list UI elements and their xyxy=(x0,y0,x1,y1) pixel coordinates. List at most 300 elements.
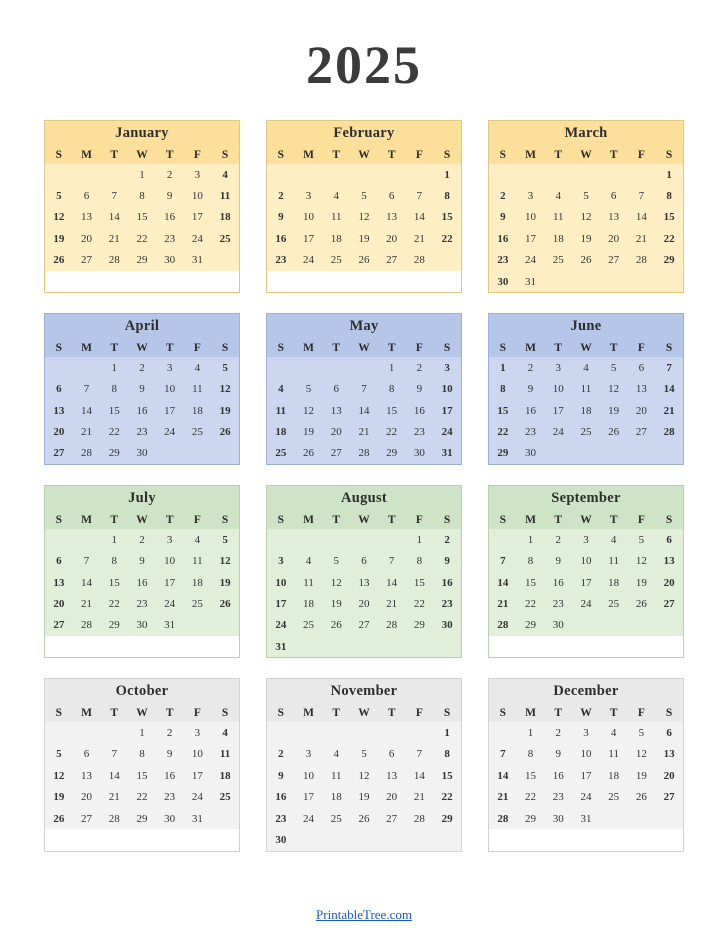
weekday-header: S xyxy=(433,704,461,722)
weekday-header: T xyxy=(322,146,350,164)
day-cell: 7 xyxy=(100,185,128,206)
day-cell: 27 xyxy=(628,421,656,442)
day-cell-empty xyxy=(489,722,517,743)
day-cell: 8 xyxy=(517,551,545,572)
weekday-header: W xyxy=(350,704,378,722)
day-cell: 20 xyxy=(628,400,656,421)
day-cell: 21 xyxy=(406,787,434,808)
weekday-header: S xyxy=(45,704,73,722)
day-cell: 1 xyxy=(378,357,406,378)
week-row xyxy=(489,744,683,765)
day-cell: 6 xyxy=(45,551,73,572)
day-cell-empty xyxy=(295,636,323,657)
month-card xyxy=(488,313,684,465)
day-cell: 30 xyxy=(489,271,517,292)
day-cell: 1 xyxy=(100,357,128,378)
day-cell: 23 xyxy=(433,593,461,614)
day-cell: 27 xyxy=(378,808,406,829)
month-card xyxy=(266,120,462,293)
day-cell: 13 xyxy=(73,765,101,786)
day-cell-empty xyxy=(406,636,434,657)
day-cell-empty xyxy=(73,357,101,378)
week-row xyxy=(45,164,239,185)
day-cell: 9 xyxy=(544,744,572,765)
week-row xyxy=(489,615,683,636)
day-cell-empty xyxy=(100,722,128,743)
day-cell: 21 xyxy=(73,593,101,614)
day-cell: 28 xyxy=(350,443,378,464)
day-cell: 13 xyxy=(628,379,656,400)
weekday-header: T xyxy=(156,146,184,164)
week-row xyxy=(267,615,461,636)
day-cell: 14 xyxy=(628,207,656,228)
day-cell: 5 xyxy=(350,185,378,206)
day-cell: 31 xyxy=(433,443,461,464)
weekday-header: S xyxy=(211,146,239,164)
weekday-header: T xyxy=(544,146,572,164)
day-cell: 5 xyxy=(322,551,350,572)
day-cell: 22 xyxy=(100,593,128,614)
week-row xyxy=(267,636,461,657)
day-cell-empty xyxy=(655,271,683,292)
month-card xyxy=(266,313,462,465)
day-cell: 22 xyxy=(128,228,156,249)
month-table xyxy=(45,339,239,464)
weekday-header: T xyxy=(378,511,406,529)
day-cell: 6 xyxy=(378,744,406,765)
weekday-header: S xyxy=(655,511,683,529)
day-cell: 17 xyxy=(572,572,600,593)
day-cell: 26 xyxy=(350,250,378,271)
day-cell-empty xyxy=(267,722,295,743)
day-cell: 29 xyxy=(128,250,156,271)
day-cell: 5 xyxy=(295,379,323,400)
day-cell: 13 xyxy=(378,207,406,228)
day-cell-empty xyxy=(600,271,628,292)
day-cell: 17 xyxy=(544,400,572,421)
day-cell: 3 xyxy=(295,185,323,206)
day-cell: 20 xyxy=(45,421,73,442)
day-cell: 27 xyxy=(322,443,350,464)
day-cell: 12 xyxy=(600,379,628,400)
day-cell: 1 xyxy=(655,164,683,185)
day-cell: 28 xyxy=(100,808,128,829)
day-cell: 29 xyxy=(100,443,128,464)
day-cell: 6 xyxy=(45,379,73,400)
day-cell: 14 xyxy=(655,379,683,400)
weekday-header: T xyxy=(600,146,628,164)
day-cell: 11 xyxy=(322,207,350,228)
day-cell: 24 xyxy=(544,421,572,442)
weekday-header: T xyxy=(156,339,184,357)
day-cell-empty xyxy=(322,164,350,185)
weekday-header: T xyxy=(544,704,572,722)
week-row xyxy=(267,808,461,829)
day-cell: 15 xyxy=(655,207,683,228)
day-cell: 4 xyxy=(600,722,628,743)
day-cell: 1 xyxy=(489,357,517,378)
day-cell: 2 xyxy=(544,529,572,550)
day-cell: 25 xyxy=(184,593,212,614)
day-cell-empty xyxy=(184,443,212,464)
week-row xyxy=(489,765,683,786)
weekday-header: T xyxy=(100,511,128,529)
day-cell: 22 xyxy=(489,421,517,442)
day-cell-empty xyxy=(350,529,378,550)
day-cell: 17 xyxy=(156,572,184,593)
week-row xyxy=(45,228,239,249)
day-cell-empty xyxy=(322,529,350,550)
day-cell: 1 xyxy=(128,164,156,185)
day-cell: 9 xyxy=(406,379,434,400)
day-cell: 10 xyxy=(433,379,461,400)
day-cell: 3 xyxy=(267,551,295,572)
day-cell: 23 xyxy=(406,421,434,442)
week-row xyxy=(267,593,461,614)
day-cell: 9 xyxy=(128,551,156,572)
day-cell: 7 xyxy=(73,379,101,400)
month-card xyxy=(488,678,684,851)
day-cell: 14 xyxy=(73,400,101,421)
day-cell-empty xyxy=(544,164,572,185)
printabletree-link[interactable]: PrintableTree.com xyxy=(316,907,412,922)
day-cell: 29 xyxy=(433,808,461,829)
day-cell: 16 xyxy=(489,228,517,249)
day-cell: 18 xyxy=(600,765,628,786)
day-cell: 4 xyxy=(322,185,350,206)
day-cell-empty xyxy=(433,829,461,850)
day-cell: 24 xyxy=(295,250,323,271)
day-cell: 20 xyxy=(655,572,683,593)
day-cell: 5 xyxy=(600,357,628,378)
day-cell: 7 xyxy=(100,744,128,765)
weekday-header: T xyxy=(378,146,406,164)
day-cell: 19 xyxy=(211,572,239,593)
day-cell-empty xyxy=(322,829,350,850)
weekday-header: W xyxy=(572,339,600,357)
day-cell: 2 xyxy=(156,722,184,743)
week-row xyxy=(45,357,239,378)
day-cell: 28 xyxy=(378,615,406,636)
day-cell: 23 xyxy=(489,250,517,271)
day-cell: 5 xyxy=(350,744,378,765)
day-cell: 9 xyxy=(489,207,517,228)
day-cell: 10 xyxy=(572,744,600,765)
weekday-header: W xyxy=(128,704,156,722)
weekday-header: S xyxy=(211,511,239,529)
day-cell: 26 xyxy=(600,421,628,442)
week-row xyxy=(267,207,461,228)
day-cell: 6 xyxy=(655,529,683,550)
day-cell: 4 xyxy=(184,357,212,378)
day-cell: 6 xyxy=(73,744,101,765)
day-cell: 13 xyxy=(600,207,628,228)
day-cell: 6 xyxy=(655,722,683,743)
weekday-header: T xyxy=(100,704,128,722)
day-cell: 5 xyxy=(628,529,656,550)
day-cell: 6 xyxy=(322,379,350,400)
day-cell: 22 xyxy=(517,787,545,808)
weekday-header: T xyxy=(600,511,628,529)
day-cell: 27 xyxy=(73,250,101,271)
day-cell: 7 xyxy=(489,744,517,765)
day-cell: 18 xyxy=(267,421,295,442)
day-cell: 6 xyxy=(378,185,406,206)
day-cell: 12 xyxy=(572,207,600,228)
week-row xyxy=(489,808,683,829)
day-cell: 8 xyxy=(517,744,545,765)
day-cell-empty xyxy=(628,164,656,185)
weekday-header: M xyxy=(295,339,323,357)
day-cell: 26 xyxy=(322,615,350,636)
week-row xyxy=(489,185,683,206)
day-cell-empty xyxy=(295,357,323,378)
day-cell: 11 xyxy=(322,765,350,786)
day-cell: 14 xyxy=(100,207,128,228)
day-cell: 24 xyxy=(156,421,184,442)
day-cell: 27 xyxy=(73,808,101,829)
day-cell: 8 xyxy=(406,551,434,572)
weekday-header-row xyxy=(267,704,461,722)
weekday-header: S xyxy=(655,146,683,164)
day-cell: 22 xyxy=(406,593,434,614)
weekday-header: F xyxy=(406,704,434,722)
day-cell: 17 xyxy=(572,765,600,786)
day-cell: 26 xyxy=(572,250,600,271)
day-cell-empty xyxy=(378,722,406,743)
day-cell: 6 xyxy=(628,357,656,378)
weekday-header-row xyxy=(45,146,239,164)
day-cell: 21 xyxy=(406,228,434,249)
day-cell-empty xyxy=(628,808,656,829)
day-cell: 8 xyxy=(433,744,461,765)
weekday-header: S xyxy=(211,339,239,357)
day-cell: 28 xyxy=(655,421,683,442)
day-cell: 5 xyxy=(45,744,73,765)
day-cell: 21 xyxy=(73,421,101,442)
day-cell: 9 xyxy=(433,551,461,572)
day-cell-empty xyxy=(406,722,434,743)
day-cell: 22 xyxy=(517,593,545,614)
day-cell: 14 xyxy=(406,765,434,786)
months-grid xyxy=(0,120,728,852)
day-cell-empty xyxy=(572,615,600,636)
week-row xyxy=(45,421,239,442)
day-cell: 11 xyxy=(572,379,600,400)
day-cell: 9 xyxy=(267,207,295,228)
day-cell: 24 xyxy=(184,228,212,249)
day-cell: 16 xyxy=(406,400,434,421)
day-cell: 21 xyxy=(655,400,683,421)
month-name: August xyxy=(267,486,461,511)
weekday-header: W xyxy=(350,339,378,357)
weekday-header: S xyxy=(267,511,295,529)
week-row xyxy=(45,572,239,593)
day-cell: 18 xyxy=(322,228,350,249)
week-row xyxy=(489,443,683,464)
day-cell: 10 xyxy=(572,551,600,572)
weekday-header: M xyxy=(517,339,545,357)
week-row xyxy=(45,250,239,271)
day-cell: 14 xyxy=(350,400,378,421)
weekday-header: T xyxy=(378,339,406,357)
day-cell: 11 xyxy=(211,744,239,765)
day-cell: 7 xyxy=(489,551,517,572)
day-cell: 26 xyxy=(628,593,656,614)
weekday-header: S xyxy=(211,704,239,722)
day-cell: 28 xyxy=(73,615,101,636)
weekday-header: W xyxy=(128,511,156,529)
day-cell: 29 xyxy=(100,615,128,636)
day-cell-empty xyxy=(45,357,73,378)
weekday-header: W xyxy=(350,511,378,529)
footer xyxy=(0,906,728,924)
day-cell: 10 xyxy=(156,551,184,572)
week-row xyxy=(489,787,683,808)
day-cell: 7 xyxy=(628,185,656,206)
day-cell: 25 xyxy=(544,250,572,271)
week-row xyxy=(45,379,239,400)
day-cell-empty xyxy=(655,615,683,636)
day-cell: 15 xyxy=(378,400,406,421)
day-cell: 29 xyxy=(378,443,406,464)
weekday-header: F xyxy=(184,704,212,722)
month-card xyxy=(44,485,240,658)
week-row xyxy=(489,421,683,442)
day-cell: 24 xyxy=(156,593,184,614)
weekday-header: S xyxy=(433,146,461,164)
day-cell: 10 xyxy=(517,207,545,228)
weekday-header: T xyxy=(544,339,572,357)
week-row xyxy=(45,765,239,786)
day-cell: 25 xyxy=(211,787,239,808)
day-cell: 12 xyxy=(45,207,73,228)
day-cell-empty xyxy=(600,615,628,636)
day-cell: 27 xyxy=(655,787,683,808)
day-cell: 14 xyxy=(489,572,517,593)
day-cell: 17 xyxy=(433,400,461,421)
day-cell: 12 xyxy=(45,765,73,786)
month-name: March xyxy=(489,121,683,146)
day-cell: 1 xyxy=(433,164,461,185)
day-cell: 20 xyxy=(322,421,350,442)
month-table xyxy=(489,339,683,464)
day-cell: 25 xyxy=(322,808,350,829)
day-cell: 29 xyxy=(406,615,434,636)
weekday-header: M xyxy=(73,511,101,529)
week-row xyxy=(45,593,239,614)
week-row xyxy=(267,400,461,421)
day-cell: 14 xyxy=(100,765,128,786)
week-row xyxy=(45,551,239,572)
day-cell: 15 xyxy=(517,765,545,786)
day-cell: 18 xyxy=(184,572,212,593)
day-cell: 16 xyxy=(267,228,295,249)
day-cell: 17 xyxy=(517,228,545,249)
day-cell-empty xyxy=(350,357,378,378)
weekday-header: S xyxy=(433,339,461,357)
weekday-header: W xyxy=(128,339,156,357)
day-cell: 21 xyxy=(378,593,406,614)
day-cell: 15 xyxy=(489,400,517,421)
day-cell: 2 xyxy=(128,529,156,550)
day-cell: 19 xyxy=(572,228,600,249)
day-cell: 25 xyxy=(184,421,212,442)
day-cell: 16 xyxy=(433,572,461,593)
day-cell: 3 xyxy=(156,357,184,378)
day-cell: 8 xyxy=(378,379,406,400)
weekday-header: W xyxy=(572,704,600,722)
day-cell: 29 xyxy=(517,808,545,829)
day-cell: 19 xyxy=(295,421,323,442)
day-cell: 19 xyxy=(628,572,656,593)
day-cell: 13 xyxy=(655,744,683,765)
weekday-header-row xyxy=(489,511,683,529)
day-cell: 8 xyxy=(489,379,517,400)
day-cell: 14 xyxy=(73,572,101,593)
day-cell: 23 xyxy=(544,787,572,808)
month-card xyxy=(266,485,462,658)
weekday-header-row xyxy=(45,339,239,357)
week-row xyxy=(489,357,683,378)
weekday-header: F xyxy=(184,511,212,529)
weekday-header: M xyxy=(73,339,101,357)
weekday-header: S xyxy=(489,339,517,357)
day-cell: 3 xyxy=(572,722,600,743)
day-cell: 4 xyxy=(184,529,212,550)
day-cell-empty xyxy=(211,615,239,636)
weekday-header: S xyxy=(489,704,517,722)
day-cell-empty xyxy=(322,722,350,743)
day-cell: 11 xyxy=(600,744,628,765)
day-cell: 14 xyxy=(406,207,434,228)
day-cell: 26 xyxy=(211,421,239,442)
weekday-header: S xyxy=(267,339,295,357)
day-cell-empty xyxy=(378,529,406,550)
weekday-header: F xyxy=(628,339,656,357)
weekday-header: M xyxy=(295,704,323,722)
day-cell: 25 xyxy=(600,787,628,808)
day-cell-empty xyxy=(322,636,350,657)
weekday-header: M xyxy=(73,704,101,722)
day-cell: 4 xyxy=(211,722,239,743)
day-cell: 30 xyxy=(267,829,295,850)
day-cell: 17 xyxy=(295,228,323,249)
day-cell: 23 xyxy=(156,787,184,808)
weekday-header: F xyxy=(628,704,656,722)
week-row xyxy=(267,164,461,185)
day-cell: 5 xyxy=(628,722,656,743)
day-cell: 3 xyxy=(156,529,184,550)
day-cell: 24 xyxy=(433,421,461,442)
day-cell: 10 xyxy=(156,379,184,400)
day-cell: 7 xyxy=(655,357,683,378)
day-cell: 20 xyxy=(378,787,406,808)
day-cell: 20 xyxy=(378,228,406,249)
day-cell: 21 xyxy=(100,228,128,249)
day-cell: 12 xyxy=(628,551,656,572)
day-cell: 30 xyxy=(128,443,156,464)
month-card xyxy=(44,313,240,465)
day-cell: 22 xyxy=(100,421,128,442)
day-cell: 24 xyxy=(267,615,295,636)
weekday-header-row xyxy=(45,511,239,529)
day-cell: 22 xyxy=(655,228,683,249)
page-title: 2025 xyxy=(306,35,422,95)
day-cell: 3 xyxy=(517,185,545,206)
month-table xyxy=(267,511,461,657)
day-cell-empty xyxy=(267,357,295,378)
